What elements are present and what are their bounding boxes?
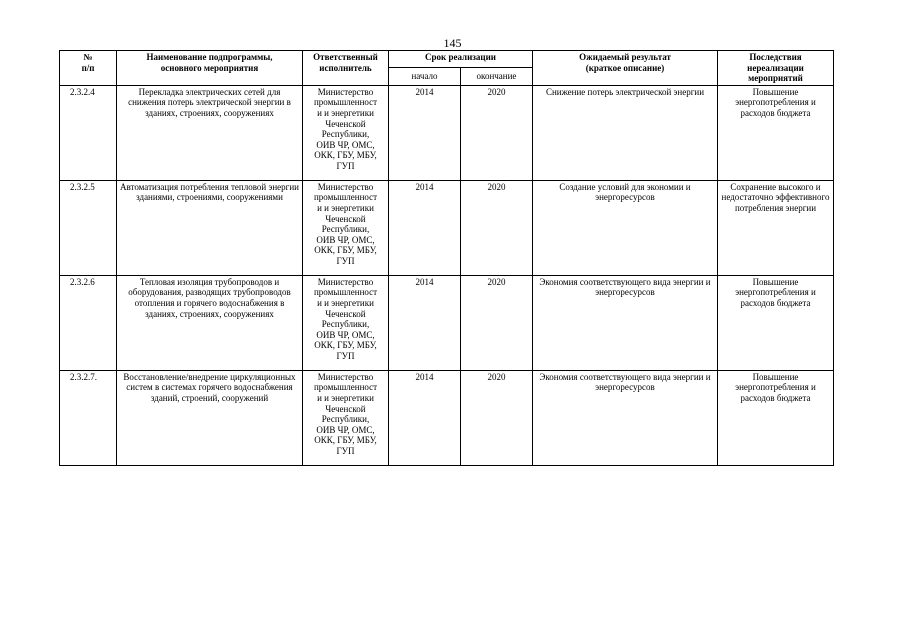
row-result: Создание условий для экономии и энергоресурсов — [533, 180, 718, 275]
row-num: 2.3.2.4 — [60, 85, 117, 180]
row-start: 2014 — [389, 275, 461, 370]
row-executor: Министерство промышленност и и энергетики Чеченской Республики, ОИВ ЧР, ОМС, ОКК, ГБУ, МБУ, ГУП — [303, 180, 389, 275]
row-end: 2020 — [461, 180, 533, 275]
row-start: 2014 — [389, 85, 461, 180]
row-name: Тепловая изоляция трубопроводов и оборудования, разводящих трубопроводов отопления и горячего водоснабжения в зданиях, строениях, сооружениях — [117, 275, 303, 370]
program-table — [59, 50, 834, 466]
row-consequences: Повышение энергопотребления и расходов бюджета — [718, 275, 834, 370]
header-consequences: Последствия нереализации мероприятий — [718, 51, 834, 86]
table-row — [60, 275, 834, 370]
header-end: окончание — [461, 68, 533, 85]
header-term: Срок реализации — [389, 51, 533, 68]
row-num: 2.3.2.6 — [60, 275, 117, 370]
header-name: Наименование подпрограммы, основного мероприятия — [117, 51, 303, 86]
row-end: 2020 — [461, 370, 533, 465]
header-row — [60, 51, 834, 68]
row-name: Восстановление/внедрение циркуляционных систем в системах горячего водоснабжения зданий, строений, сооружений — [117, 370, 303, 465]
row-end: 2020 — [461, 85, 533, 180]
row-start: 2014 — [389, 180, 461, 275]
row-num: 2.3.2.5 — [60, 180, 117, 275]
page-number: 145 — [443, 36, 462, 50]
table-row — [60, 85, 834, 180]
header-start: начало — [389, 68, 461, 85]
row-consequences: Повышение энергопотребления и расходов бюджета — [718, 85, 834, 180]
row-result: Экономия соответствующего вида энергии и энергоресурсов — [533, 275, 718, 370]
row-consequences: Повышение энергопотребления и расходов бюджета — [718, 370, 834, 465]
header-executor: Ответственный исполнитель — [303, 51, 389, 86]
header-num: № п/п — [60, 51, 117, 86]
row-executor: Министерство промышленност и и энергетики Чеченской Республики, ОИВ ЧР, ОМС, ОКК, ГБУ, МБУ, ГУП — [303, 85, 389, 180]
row-executor: Министерство промышленност и и энергетики Чеченской Республики, ОИВ ЧР, ОМС, ОКК, ГБУ, МБУ, ГУП — [303, 370, 389, 465]
row-start: 2014 — [389, 370, 461, 465]
table-row — [60, 180, 834, 275]
row-consequences: Сохранение высокого и недостаточно эффективного потребления энергии — [718, 180, 834, 275]
row-name: Перекладка электрических сетей для снижения потерь электрической энергии в зданиях, строениях, сооружениях — [117, 85, 303, 180]
row-end: 2020 — [461, 275, 533, 370]
row-result: Снижение потерь электрической энергии — [533, 85, 718, 180]
header-result: Ожидаемый результат (краткое описание) — [533, 51, 718, 86]
row-executor: Министерство промышленност и и энергетики Чеченской Республики, ОИВ ЧР, ОМС, ОКК, ГБУ, МБУ, ГУП — [303, 275, 389, 370]
row-num: 2.3.2.7. — [60, 370, 117, 465]
table-row — [60, 370, 834, 465]
row-result: Экономия соответствующего вида энергии и энергоресурсов — [533, 370, 718, 465]
row-name: Автоматизация потребления тепловой энергии зданиями, строениями, сооружениями — [117, 180, 303, 275]
